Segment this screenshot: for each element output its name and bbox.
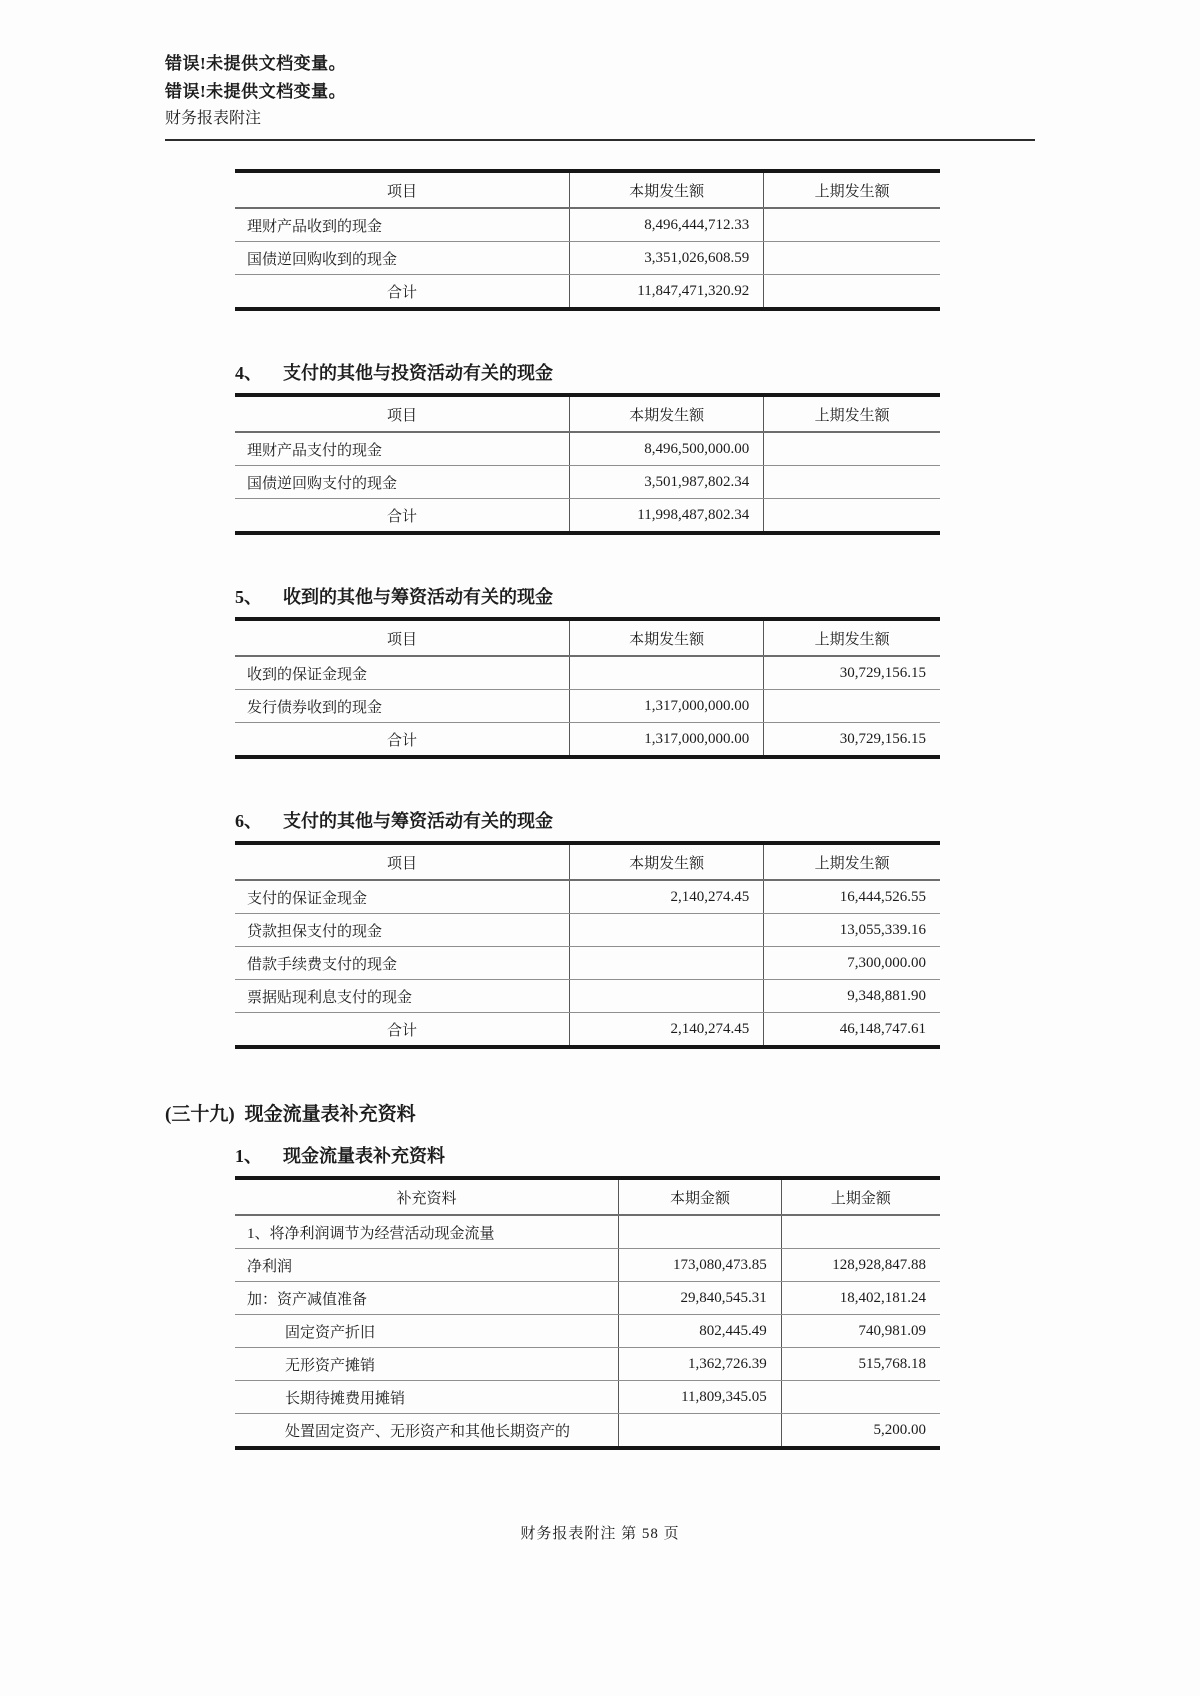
section-title: 收到的其他与筹资活动有关的现金 [283,587,553,607]
section-heading-6 [235,807,1035,833]
prior-amount-cell: 515,768.18 [781,1348,940,1381]
prior-amount-cell [764,466,940,499]
current-amount-cell: 29,840,545.31 [619,1282,782,1315]
column-header-2: 上期发生额 [764,171,940,208]
current-amount-cell: 1,317,000,000.00 [569,690,763,723]
table-row [235,880,940,914]
header-error-line-1: 错误!未提供文档变量。 [165,54,347,73]
prior-amount-cell: 30,729,156.15 [764,656,940,690]
column-header-2: 上期发生额 [764,843,940,880]
table-header-row [235,171,940,208]
current-amount-cell: 173,080,473.85 [619,1249,782,1282]
item-cell: 净利润 [235,1249,619,1282]
section-title: 支付的其他与筹资活动有关的现金 [283,811,553,831]
item-cell: 国债逆回购收到的现金 [235,242,569,275]
item-cell: 支付的保证金现金 [235,880,569,914]
prior-amount-cell: 13,055,339.16 [764,914,940,947]
prior-amount-cell: 16,444,526.55 [764,880,940,914]
column-header-2: 上期发生额 [764,619,940,656]
item-cell: 合计 [235,499,569,534]
current-amount-cell: 8,496,444,712.33 [569,208,763,242]
table-header-row [235,843,940,880]
item-cell: 借款手续费支付的现金 [235,947,569,980]
column-header-0: 项目 [235,843,569,880]
table-header-row [235,619,940,656]
current-amount-cell: 2,140,274.45 [569,1013,763,1048]
current-amount-cell: 8,496,500,000.00 [569,432,763,466]
item-cell: 票据贴现利息支付的现金 [235,980,569,1013]
section-heading-4 [235,359,1035,385]
prior-amount-cell [764,432,940,466]
item-cell: 处置固定资产、无形资产和其他长期资产的 [235,1414,619,1449]
table-row [235,208,940,242]
table-row [235,1282,940,1315]
prior-amount-cell: 30,729,156.15 [764,723,940,758]
item-cell: 理财产品支付的现金 [235,432,569,466]
part-number: (三十九) [165,1104,235,1125]
current-amount-cell: 3,501,987,802.34 [569,466,763,499]
current-amount-cell: 1,362,726.39 [619,1348,782,1381]
item-cell: 发行债券收到的现金 [235,690,569,723]
prior-amount-cell [764,208,940,242]
table-header-row [235,395,940,432]
total-row [235,275,940,310]
running-header [165,50,1035,141]
prior-amount-cell: 46,148,747.61 [764,1013,940,1048]
section-heading-5 [235,583,1035,609]
supplement-table [235,1176,940,1450]
item-cell: 贷款担保支付的现金 [235,914,569,947]
current-amount-cell: 2,140,274.45 [569,880,763,914]
table-row [235,656,940,690]
table-row [235,1381,940,1414]
current-amount-cell: 11,998,487,802.34 [569,499,763,534]
prior-amount-cell: 128,928,847.88 [781,1249,940,1282]
item-cell: 1、将净利润调节为经营活动现金流量 [235,1215,619,1249]
item-cell: 长期待摊费用摊销 [235,1381,619,1414]
supplement-heading [235,1142,1035,1168]
table-row [235,980,940,1013]
current-amount-cell: 1,317,000,000.00 [569,723,763,758]
prior-amount-cell [764,242,940,275]
table-header-row [235,1178,940,1215]
section-number: 5、 [235,587,262,607]
section-title: 支付的其他与投资活动有关的现金 [283,363,553,383]
prior-amount-cell [764,499,940,534]
item-cell: 固定资产折旧 [235,1315,619,1348]
section-number: 6、 [235,811,262,831]
item-cell: 国债逆回购支付的现金 [235,466,569,499]
item-cell: 合计 [235,275,569,310]
prior-amount-cell [764,690,940,723]
table-row [235,1315,940,1348]
current-amount-cell [619,1215,782,1249]
financial-table-continuation [235,169,940,311]
item-cell: 无形资产摊销 [235,1348,619,1381]
prior-amount-cell: 7,300,000.00 [764,947,940,980]
current-amount-cell: 11,809,345.05 [619,1381,782,1414]
column-header-2: 上期金额 [781,1178,940,1215]
header-error-line-2: 错误!未提供文档变量。 [165,82,347,101]
column-header-0: 补充资料 [235,1178,619,1215]
column-header-1: 本期发生额 [569,171,763,208]
header-doc-title: 财务报表附注 [165,110,262,127]
table-row [235,1348,940,1381]
item-cell: 收到的保证金现金 [235,656,569,690]
section-number: 1、 [235,1146,262,1166]
page-footer: 财务报表附注 第 58 页 [520,1526,680,1542]
current-amount-cell: 11,847,471,320.92 [569,275,763,310]
financial-table-section-5 [235,617,940,759]
item-cell: 合计 [235,723,569,758]
table-row [235,432,940,466]
prior-amount-cell [764,275,940,310]
current-amount-cell [619,1414,782,1449]
table-row [235,1249,940,1282]
prior-amount-cell [781,1215,940,1249]
current-amount-cell [569,980,763,1013]
column-header-1: 本期发生额 [569,619,763,656]
column-header-0: 项目 [235,395,569,432]
section-number: 4、 [235,363,262,383]
column-header-1: 本期发生额 [569,395,763,432]
prior-amount-cell: 9,348,881.90 [764,980,940,1013]
part-heading [165,1099,1035,1126]
prior-amount-cell: 5,200.00 [781,1414,940,1449]
table-row [235,1215,940,1249]
total-row [235,723,940,758]
current-amount-cell [569,947,763,980]
section-title: 现金流量表补充资料 [283,1146,445,1166]
current-amount-cell: 802,445.49 [619,1315,782,1348]
total-row [235,1013,940,1048]
prior-amount-cell [781,1381,940,1414]
item-cell: 加：资产减值准备 [235,1282,619,1315]
page-content [165,0,1035,1543]
current-amount-cell: 3,351,026,608.59 [569,242,763,275]
table-row [235,466,940,499]
header-rule [165,139,1035,141]
column-header-0: 项目 [235,171,569,208]
current-amount-cell [569,914,763,947]
table-row [235,914,940,947]
item-cell: 理财产品收到的现金 [235,208,569,242]
table-row [235,1414,940,1449]
column-header-0: 项目 [235,619,569,656]
financial-table-section-6 [235,841,940,1049]
table-row [235,242,940,275]
item-cell: 合计 [235,1013,569,1048]
part-title: 现金流量表补充资料 [244,1104,416,1125]
financial-table-section-4 [235,393,940,535]
column-header-1: 本期发生额 [569,843,763,880]
column-header-2: 上期发生额 [764,395,940,432]
prior-amount-cell: 740,981.09 [781,1315,940,1348]
prior-amount-cell: 18,402,181.24 [781,1282,940,1315]
current-amount-cell [569,656,763,690]
table-row [235,947,940,980]
total-row [235,499,940,534]
table-row [235,690,940,723]
column-header-1: 本期金额 [619,1178,782,1215]
